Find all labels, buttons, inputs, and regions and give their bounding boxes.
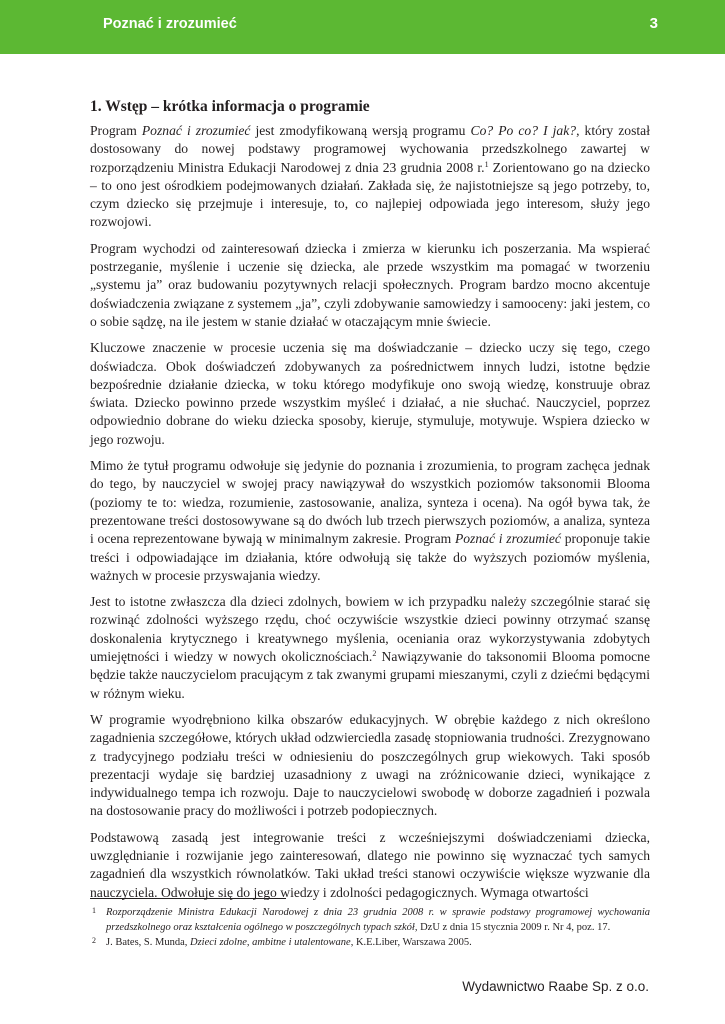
footnote-number: 2: [92, 936, 96, 945]
paragraph-6: W programie wyodrębniono kilka obszarów edukacyjnych. W obrębie każdego z nich określono zagadnienia szczegółowe, których układ odzwierciedla zasadę stopniowania trudności. Zrezygnowano z tradycyjnego podziału treści w odniesieniu do poszczególnych grup wiekowych. Taki sposób prezentacji wydaje się bardziej uzasadniony z uwagi na zróżnicowanie dzieci, wynikające z indywidualnego tempa ich rozwoju. Daje to nauczycielowi swobodę w doborze zagadnień i pozwala na dostosowanie pracy do możliwości i potrzeb podopiecznych.: [90, 711, 650, 819]
footnote-1-italic: Rozporządzenie Ministra Edukacji Narodowej z dnia 23 grudnia 2008 r. w sprawie podstawy programowej wychowania przedszkolnego oraz kształcenia ogólnego w poszczególnych typach szkół,: [106, 907, 650, 933]
footnote-2: [90, 936, 650, 951]
footnote-divider: [90, 898, 286, 899]
page-header: [0, 0, 725, 54]
paragraph-1-text-c: , który został dostosowany do nowej podstawy programowej wychowania przedszkolnego zawartej w rozporządzeniu Ministra Edukacji Narodowej z dnia 23 grudnia 2008 r.: [90, 123, 650, 175]
paragraph-5-text-b: Nawiązywanie do taksonomii Blooma pomocne będzie także nauczycielom pracującym z tak zwanymi grupami mieszanymi, czyli z dziećmi będącymi w różnym wieku.: [90, 649, 651, 701]
paragraph-1-text-b: jest zmodyfikowaną wersją programu: [250, 123, 471, 138]
program-title-italic: Poznać i zrozumieć: [141, 123, 251, 138]
paragraph-1: [90, 122, 650, 232]
footnote-2-text: , K.E.Liber, Warszawa 2005.: [350, 937, 472, 948]
paragraph-1-text-d: Zorientowano go na dziecko – to ono jest ośrodkiem podejmowanych działań. Zakłada się, że najistotniejsze są jego potrzeby, to, czym dziecko się przejmuje i interesuje, to, co najlepiej odpowiada jego interesom, służy jego rozwojowi.: [90, 159, 650, 230]
footnote-ref-2: 2: [372, 649, 377, 659]
paragraph-4-text-b: proponuje takie treści i odpowiadające im działania, które odwołują się także do wyższych poziomów myślenia, ważnych w procesie przyswajania wiedzy.: [90, 531, 650, 583]
paragraph-3: Kluczowe znaczenie w procesie uczenia się ma doświadczanie – dziecko uczy się tego, czego doświadcza. Obok doświadczeń zdobywanych za pośrednictwem innych ludzi, istotne będzie bezpośrednie działanie dziecka, w toku którego modyfikuje ono swoją wiedzę, konstruuje obraz świata. Dziecko powinno przede wszystkim myśleć i działać, a nie słuchać. Nauczyciel, poprzez odpowiednio dobrane do wieku dziecka sposoby, kieruje, stymuluje, motywuje. Wspiera dziecko w jego rozwoju.: [90, 340, 650, 447]
paragraph-7: Podstawową zasadą jest integrowanie treści z wcześniejszymi doświadczeniami dziecka, uwzględnianie i rozwijanie jego zainteresowań, dlatego nie powinno się wyznaczać tych samych zagadnień dla wszystkich równolatków. Taki układ treści stanowi oczywiście większe wyzwanie dla nauczyciela. Odwołuje się do jego wiedzy i zdolności pedagogicznych. Wymaga otwartości: [90, 829, 650, 900]
paragraph-2: Program wychodzi od zainteresowań dziecka i zmierza w kierunku ich poszerzania. Ma wspierać postrzeganie, myślenie i uczenie się dziecka, ale przede wszystkim ma pomagać w tworzeniu „systemu ja” oraz budowaniu pozytywnych relacji społecznych. Program bardzo mocno akcentuje doświadczenia związane z systemem „ja”, czyli zdobywanie samowiedzy i samooceny: jaki jestem, co o sobie sądzę, na ile jestem w stanie działać w otaczającym mnie świecie.: [90, 240, 650, 329]
footnotes: [90, 906, 650, 952]
reference-program-italic: Co? Po co? I jak?: [470, 123, 577, 138]
header-title: Poznać i zrozumieć: [103, 16, 237, 32]
program-title-italic: Poznać i zrozumieć: [454, 531, 561, 547]
publisher-footer: Wydawnictwo Raabe Sp. z o.o.: [462, 979, 649, 994]
footnote-2-italic: Dzieci zdolne, ambitne i utalentowane: [190, 937, 351, 948]
paragraph-4: [90, 457, 650, 585]
footnote-number: 1: [92, 906, 96, 915]
paragraph-5-text-a: Jest to istotne zwłaszcza dla dzieci zdolnych, bowiem w ich przypadku należy szczególnie starać się rozwinąć zdolności wyższego rzędu, choć oczywiście wszystkie dzieci powinny otrzymać szansę doskonalenia krytycznego i kreatywnego myślenia, oceniania oraz wykorzystywania zdobytych umiejętności i wiedzy w nowych okolicznościach.: [90, 594, 650, 665]
footnote-ref-1: 1: [484, 159, 489, 169]
footnote-2-authors: J. Bates, S. Munda,: [106, 937, 190, 948]
footnote-1-text: DzU z dnia 15 stycznia 2009 r. Nr 4, poz. 17.: [417, 921, 611, 933]
paragraph-5: [90, 593, 650, 703]
paragraph-4-text-a: Mimo że tytuł programu odwołuje się jedynie do poznania i zrozumienia, to program zachęca jednak do tego, by nauczyciel w swojej pracy nawiązywał do wszystkich poziomów taksonomii Blooma (poziomy te to: wiedza, rozumienie, zastosowanie, analiza, synteza i ocena). Na ogół bywa tak, że prezentowane treści dostosowywane są do dwóch lub trzech pierwszych poziomów, a analiza, synteza i ocena reprezentowane bywają w minimalnym zakresie. Program: [90, 458, 650, 547]
page-number: 3: [649, 15, 658, 32]
section-heading: 1. Wstęp – krótka informacja o programie: [90, 98, 370, 115]
footnote-1: [90, 906, 650, 935]
main-content: [90, 98, 650, 910]
paragraph-1-text-a: Program: [90, 123, 142, 138]
